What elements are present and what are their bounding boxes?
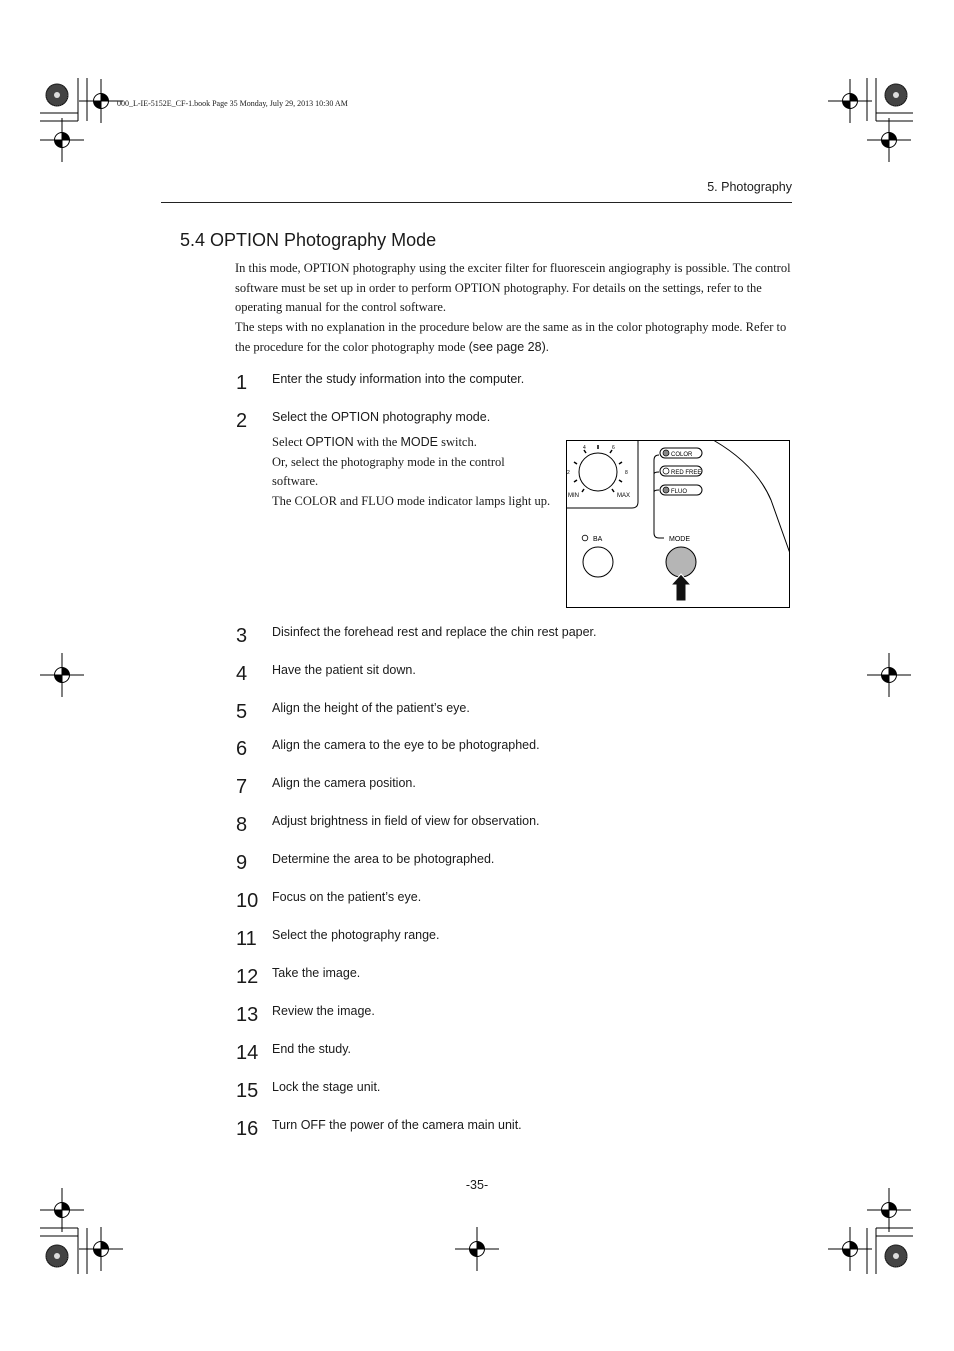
mode-button — [666, 547, 696, 577]
step-text: Select the photography range. — [272, 928, 440, 942]
page-number: -35- — [465, 1178, 489, 1192]
step-number: 13 — [236, 1004, 259, 1026]
step-text: Select the OPTION photography mode. — [272, 410, 491, 424]
step-number: 15 — [236, 1080, 259, 1102]
intro-text: The steps with no explanation in the procedure below are the same as in the color photography mode. Refer to the procedure for the color photography mode — [235, 320, 787, 354]
intro-end: . — [545, 339, 549, 354]
step-text: Focus on the patient’s eye. — [272, 890, 422, 904]
book-info: 000_L-IE-5152E_CF-1.book Page 35 Monday, July 29, 2013 10:30 AM — [117, 99, 348, 108]
red-free-lamp-icon — [663, 468, 669, 474]
dial-tick-label: 2 — [567, 470, 570, 476]
lamp-label-red-free: RED FREE — [671, 470, 702, 476]
step-number: 2 — [236, 410, 248, 432]
step-text: Review the image. — [272, 1004, 375, 1018]
step-number: 3 — [236, 625, 248, 647]
dial-min-label: MIN — [568, 493, 579, 499]
dial-tick-label: 6 — [612, 445, 615, 451]
option-label: OPTION — [305, 435, 354, 449]
intro-paragraph-1: In this mode, OPTION photography using the exciter filter for fluorescein angiography is possible. The control software must be set up in order to perform OPTION photography. For details on the settings, refer to the operating manual for the control software. — [235, 261, 791, 315]
step-number: 9 — [236, 852, 248, 874]
step-number: 16 — [236, 1118, 259, 1140]
step-text: Determine the area to be photographed. — [272, 852, 495, 866]
header-rule — [161, 202, 792, 203]
step-number: 10 — [236, 890, 259, 912]
step-number: 7 — [236, 776, 248, 798]
step-text: Adjust brightness in field of view for observation. — [272, 814, 540, 828]
intro-paragraph-2 — [235, 318, 795, 357]
page-reference-link[interactable]: (see page 28) — [468, 339, 546, 354]
step-text: Align the camera position. — [272, 776, 416, 790]
step-number: 1 — [236, 372, 248, 394]
step-2-detail — [272, 433, 562, 511]
section-header: 5. Photography — [707, 180, 792, 194]
step-text: Align the height of the patient’s eye. — [272, 701, 470, 715]
brightness-dial — [579, 453, 617, 491]
dial-tick-label: 4 — [583, 445, 586, 451]
ba-label: BA — [593, 536, 603, 543]
step-number: 11 — [236, 928, 257, 950]
step-text: Take the image. — [272, 966, 361, 980]
step-text: End the study. — [272, 1042, 351, 1056]
section-title: 5.4 OPTION Photography Mode — [180, 230, 437, 250]
step-number: 5 — [236, 701, 248, 723]
step-2-detail-line-3: The COLOR and FLUO mode indicator lamps light up. — [272, 493, 551, 508]
step-number: 12 — [236, 966, 259, 988]
step-number: 4 — [236, 663, 248, 685]
step-text: Lock the stage unit. — [272, 1080, 381, 1094]
step-text: Disinfect the forehead rest and replace the chin rest paper. — [272, 625, 597, 639]
lamp-label-color: COLOR — [671, 452, 693, 458]
step-text: Have the patient sit down. — [272, 663, 416, 677]
control-panel-illustration — [566, 440, 790, 608]
ba-button — [583, 547, 613, 577]
fluo-lamp-icon — [663, 487, 669, 493]
step-text: Enter the study information into the computer. — [272, 372, 525, 386]
mode-button-label: MODE — [669, 536, 690, 543]
color-lamp-icon — [663, 450, 669, 456]
dial-max-label: MAX — [617, 493, 631, 499]
step-number: 14 — [236, 1042, 259, 1064]
dial-tick-label: 8 — [625, 470, 628, 476]
lamp-label-fluo: FLUO — [671, 489, 688, 495]
step-text: Align the camera to the eye to be photographed. — [272, 738, 540, 752]
step-2-detail-line-2: Or, select the photography mode in the control software. — [272, 454, 505, 489]
step-text: Turn OFF the power of the camera main unit. — [272, 1118, 522, 1132]
step-2-detail-line-1: Select OPTION with the MODE switch. — [272, 435, 477, 449]
step-number: 6 — [236, 738, 248, 760]
mode-label: MODE — [400, 435, 438, 449]
step-number: 8 — [236, 814, 248, 836]
